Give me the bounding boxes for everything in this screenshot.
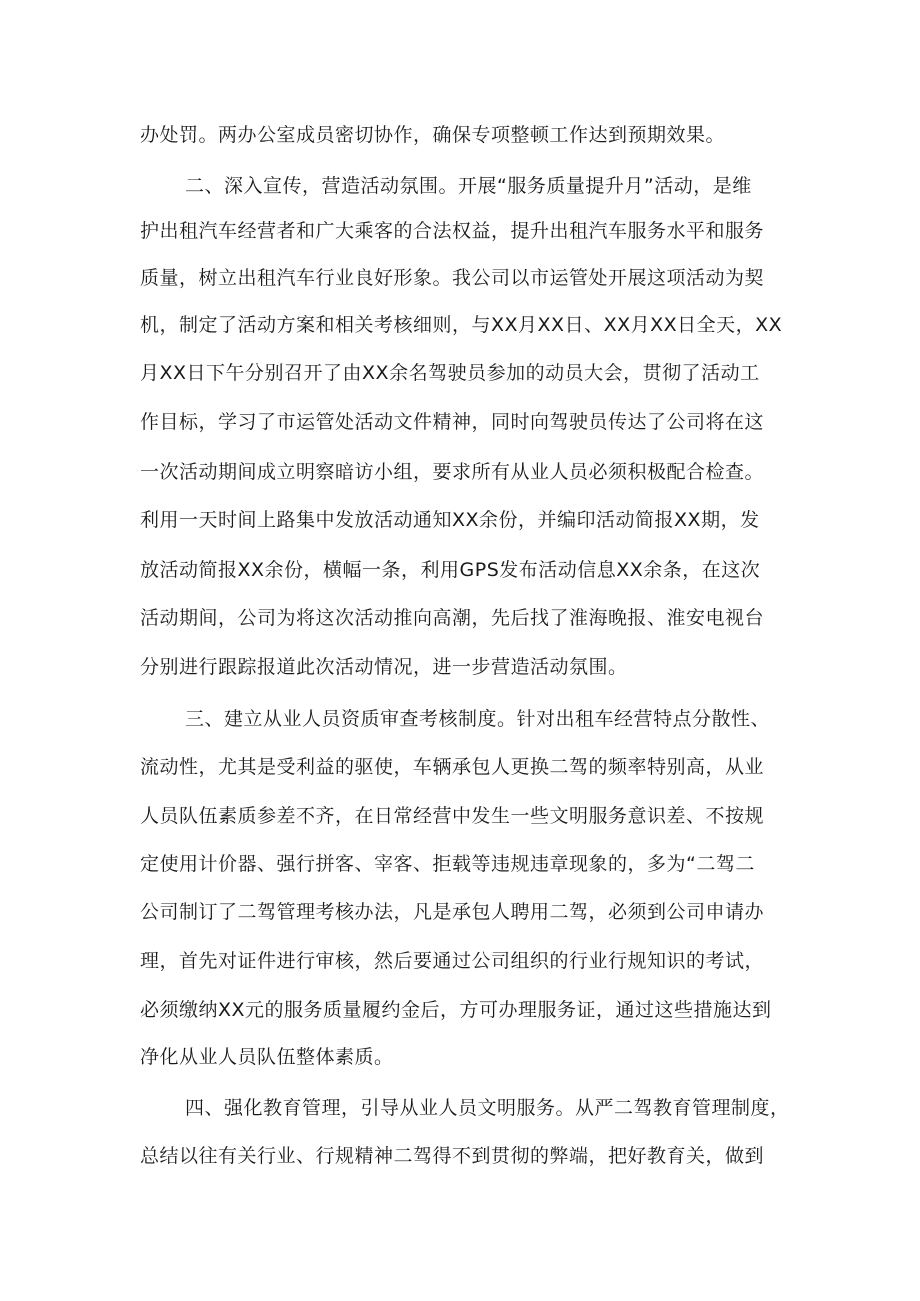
paragraph-4-start: 四、强化教育管理，引导从业人员文明服务。从严二驾教育管理制度， xyxy=(185,1097,790,1119)
text-line-15: 人员队伍素质参差不齐，在日常经营中发生一些文明服务意识差、不按规 xyxy=(140,805,765,827)
text-line-6: 月XX日下午分别召开了由XX余名驾驶员参加的动员大会，贯彻了活动工 xyxy=(140,362,760,384)
text-line-5: 机，制定了活动方案和相关考核细则，与XX月XX日、XX月XX日全天，XX xyxy=(140,314,783,336)
text-line-11: 活动期间，公司为将这次活动推向高潮，先后找了淮海晚报、淮安电视台 xyxy=(140,607,765,629)
text-line-14: 流动性，尤其是受利益的驱使，车辆承包人更换二驾的频率特别高，从业 xyxy=(140,756,765,778)
text-line-17: 公司制订了二驾管理考核办法，凡是承包人聘用二驾，必须到公司申请办 xyxy=(140,901,765,923)
text-line-19: 必须缴纳XX元的服务质量履约金后，方可办理服务证，通过这些措施达到 xyxy=(140,999,772,1021)
text-line-7: 作目标，学习了市运管处活动文件精神，同时向驾驶员传达了公司将在这 xyxy=(140,411,765,433)
text-line-18: 理，首先对证件进行审核，然后要通过公司组织的行业行规知识的考试， xyxy=(140,950,765,972)
text-line-4: 质量，树立出租汽车行业良好形象。我公司以市运管处开展这项活动为契 xyxy=(140,267,765,289)
paragraph-2-start: 二、深入宣传，营造活动氛围。开展“服务质量提升月”活动，是维 xyxy=(185,175,752,197)
paragraph-3-start: 三、建立从业人员资质审查考核制度。针对出租车经营特点分散性、 xyxy=(185,708,771,730)
text-line-20: 净化从业人员队伍整体素质。 xyxy=(140,1046,394,1068)
text-line-3: 护出租汽车经营者和广大乘客的合法权益，提升出租汽车服务水平和服务 xyxy=(140,220,765,242)
text-line-12: 分别进行跟踪报道此次活动情况，进一步营造活动氛围。 xyxy=(140,656,628,678)
text-line-8: 一次活动期间成立明察暗访小组，要求所有从业人员必须积极配合检查。 xyxy=(140,461,765,483)
text-line-9: 利用一天时间上路集中发放活动通知XX余份，并编印活动简报XX期，发 xyxy=(140,509,760,531)
text-line-22: 总结以往有关行业、行规精神二驾得不到贯彻的弊端，把好教育关，做到 xyxy=(140,1145,765,1167)
text-line-1: 办处罚。两办公室成员密切协作，确保专项整顿工作达到预期效果。 xyxy=(140,124,726,146)
text-line-16: 定使用计价器、强行拼客、宰客、拒载等违规违章现象的，多为“二驾二 xyxy=(140,853,755,875)
text-line-10: 放活动简报XX余份，横幅一条，利用GPS发布活动信息XX余条，在这次 xyxy=(140,559,761,581)
